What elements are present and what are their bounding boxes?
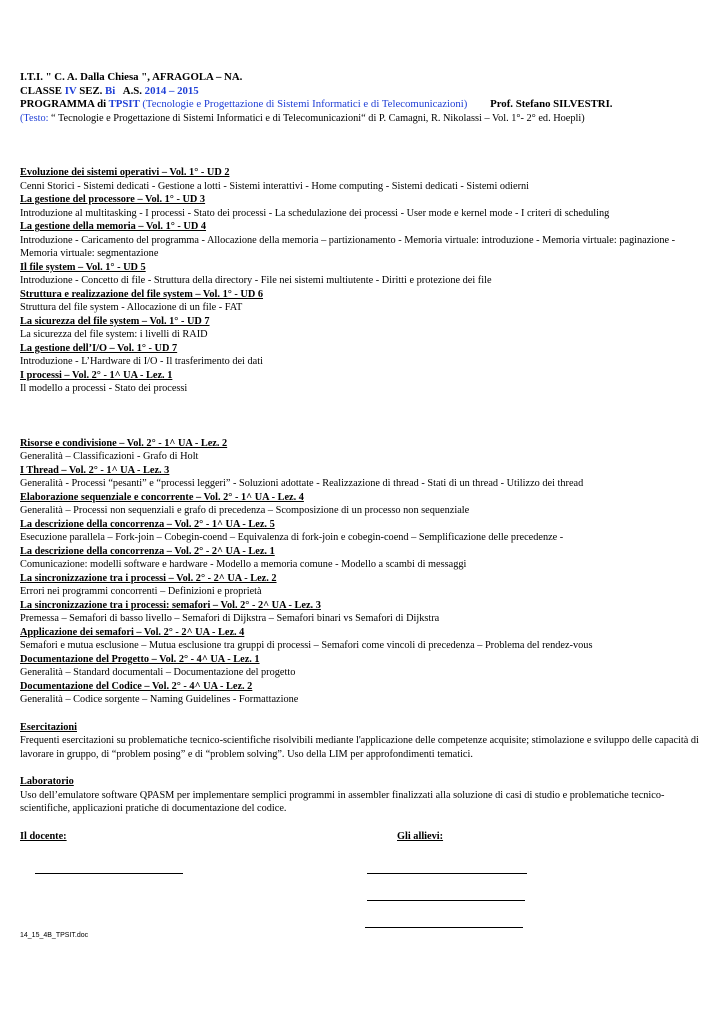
textbook-title: “ Tecnologie e Progettazione di Sistemi Informatici e di Telecomunicazioni“ di P. Camagni, R. Nikolassi – Vol. 1°- 2° ed. Hoepli)	[51, 112, 585, 124]
allievo-signature-line-3	[365, 927, 523, 928]
section-title: Documentazione del Progetto – Vol. 2° - 4^ UA - Lez. 1	[20, 653, 260, 665]
allievi-label: Gli allievi:	[397, 830, 444, 842]
section-body: Generalità – Processi non sequenziali e grafo di precedenza – Scomposizione di un processo non sequenziale	[20, 505, 470, 517]
program-section	[20, 193, 708, 220]
section-body: Errori nei programmi concorrenti – Definizioni e proprietà	[20, 586, 262, 598]
section-body: Premessa – Semafori di basso livello – Semafori di Dijkstra – Semafori binari vs Semafori di Dijkstra	[20, 613, 440, 625]
program-section	[20, 261, 708, 288]
section-body: Cenni Storici - Sistemi dedicati - Gestione a lotti - Sistemi interattivi - Home computing - Sistemi dedicati - Sistemi odierni	[20, 180, 530, 192]
allievo-signature-line-2	[367, 900, 525, 901]
program-section	[20, 369, 708, 396]
section-body: Esecuzione parallela – Fork-join – Cobegin-coend – Equivalenza di fork-join e cobegin-coend – Semplificazione delle precedenze -	[20, 532, 564, 544]
sez-value: Bi	[105, 84, 116, 97]
section-title: Elaborazione sequenziale e concorrente – Vol. 2° - 1^ UA - Lez. 4	[20, 491, 304, 503]
section-body: Introduzione - Caricamento del programma - Allocazione della memoria – partizionamento - Memoria virtuale: introduzione - Memoria virtuale: paginazione - Memoria virtuale: segmentazione	[20, 234, 676, 260]
section-title: Documentazione del Codice – Vol. 2° - 4^ UA - Lez. 2	[20, 680, 253, 692]
program-section	[20, 288, 708, 315]
section-body: Il modello a processi - Stato dei processi	[20, 383, 188, 395]
laboratorio-body: Uso dell’emulatore software QPASM per implementare semplici programmi in assembler finalizzati alla soluzione di casi di studio e problematiche tecnico-scientifiche, applicazioni pratiche di documentazione del codice.	[20, 789, 665, 815]
section-body: Generalità – Codice sorgente – Naming Guidelines - Formattazione	[20, 694, 299, 706]
program-section	[20, 680, 708, 707]
section-title: I processi – Vol. 2° - 1^ UA - Lez. 1	[20, 369, 173, 381]
program-section	[20, 166, 708, 193]
signature-row	[20, 830, 708, 844]
programma-label: PROGRAMMA di	[20, 98, 107, 111]
as-label: A.S.	[122, 84, 142, 97]
section-title: La sincronizzazione tra i processi – Vol. 2° - 2^ UA - Lez. 2	[20, 572, 277, 584]
testo-label: (Testo:	[20, 112, 49, 124]
program-section	[20, 464, 708, 491]
section-body: Generalità – Standard documentali – Documentazione del progetto	[20, 667, 296, 679]
laboratorio-section	[20, 775, 708, 816]
classe-label: CLASSE	[20, 84, 63, 97]
esercitazioni-section	[20, 721, 708, 762]
school-line: I.T.I. " C. A. Dalla Chiesa ", AFRAGOLA – NA.	[20, 71, 243, 83]
sections-vol2	[20, 437, 708, 707]
section-title: La sicurezza del file system – Vol. 1° - UD 7	[20, 315, 210, 327]
footer-filename: 14_15_4B_TPSIT.doc	[20, 932, 89, 939]
section-title: Evoluzione dei sistemi operativi – Vol. 1° - UD 2	[20, 167, 230, 179]
sections-vol1	[20, 166, 708, 396]
class-line	[20, 85, 708, 99]
program-section	[20, 220, 708, 261]
section-title: Risorse e condivisione – Vol. 2° - 1^ UA - Lez. 2	[20, 437, 228, 449]
section-title: Il file system – Vol. 1° - UD 5	[20, 261, 146, 273]
section-body: Semafori e mutua esclusione – Mutua esclusione tra gruppi di processi – Semafori come vincoli di precedenza – Problema del rendez-vous	[20, 640, 593, 652]
section-body: Struttura del file system - Allocazione di un file - FAT	[20, 302, 243, 314]
section-title: La gestione dell’I/O – Vol. 1° - UD 7	[20, 342, 178, 354]
program-section	[20, 572, 708, 599]
section-body: Introduzione - Concetto di file - Struttura della directory - File nei sistemi multiutente - Diritti e protezione dei file	[20, 275, 492, 287]
docente-signature-line	[35, 873, 183, 874]
program-section	[20, 491, 708, 518]
program-section	[20, 626, 708, 653]
textbook-line	[20, 112, 708, 126]
program-section	[20, 315, 708, 342]
as-value: 2014 – 2015	[144, 84, 199, 97]
section-body: Introduzione - L’Hardware di I/O - Il trasferimento dei dati	[20, 356, 263, 368]
section-body: Generalità – Classificazioni - Grafo di Holt	[20, 451, 199, 463]
sez-label: SEZ.	[79, 84, 103, 97]
section-title: La gestione della memoria – Vol. 1° - UD 4	[20, 221, 207, 233]
program-section	[20, 653, 708, 680]
program-section	[20, 599, 708, 626]
laboratorio-title: Laboratorio	[20, 776, 74, 788]
section-body: Generalità - Processi “pesanti” e “processi leggeri” - Soluzioni adottate - Realizzazione di thread - Stati di un thread - Utilizzo dei thread	[20, 478, 584, 490]
section-body: Introduzione al multitasking - I processi - Stato dei processi - La schedulazione dei processi - User mode e kernel mode - I criteri di scheduling	[20, 207, 610, 219]
esercitazioni-title: Esercitazioni	[20, 721, 78, 733]
subject-code: TPSIT	[108, 98, 140, 111]
professor-name: Prof. Stefano SILVESTRI.	[490, 98, 613, 111]
classe-number: IV	[64, 84, 77, 97]
esercitazioni-body: Frequenti esercitazioni su problematiche tecnico-scientifiche risolvibili mediante l'applicazione delle competenze acquisite; stimolazione e sviluppo delle capacità di lavorare in gruppo, di “problem posing” e di “problem solving”. Uso della LIM per approfondimenti tematici.	[20, 735, 699, 760]
section-title: Struttura e realizzazione del file system – Vol. 1° - UD 6	[20, 288, 264, 300]
program-section	[20, 518, 708, 545]
section-title: La gestione del processore – Vol. 1° - UD 3	[20, 194, 206, 206]
docente-label: Il docente:	[20, 830, 67, 842]
program-section	[20, 437, 708, 464]
section-body: Comunicazione: modelli software e hardware - Modello a memoria comune - Modello a scambi di messaggi	[20, 559, 467, 571]
section-title: Applicazione dei semafori – Vol. 2° - 2^ UA - Lez. 4	[20, 626, 245, 638]
section-title: La sincronizzazione tra i processi: semafori – Vol. 2° - 2^ UA - Lez. 3	[20, 599, 321, 611]
document-page	[20, 71, 708, 844]
section-title: I Thread – Vol. 2° - 1^ UA - Lez. 3	[20, 464, 170, 476]
programma-line	[20, 98, 708, 112]
section-title: La descrizione della concorrenza – Vol. 2° - 2^ UA - Lez. 1	[20, 545, 275, 557]
program-section	[20, 545, 708, 572]
section-title: La descrizione della concorrenza – Vol. 2° - 1^ UA - Lez. 5	[20, 518, 275, 530]
subject-full: (Tecnologie e Progettazione di Sistemi Informatici e di Telecomunicazioni)	[142, 98, 468, 111]
section-body: La sicurezza del file system: i livelli di RAID	[20, 329, 208, 341]
program-section	[20, 342, 708, 369]
allievo-signature-line-1	[367, 873, 527, 874]
